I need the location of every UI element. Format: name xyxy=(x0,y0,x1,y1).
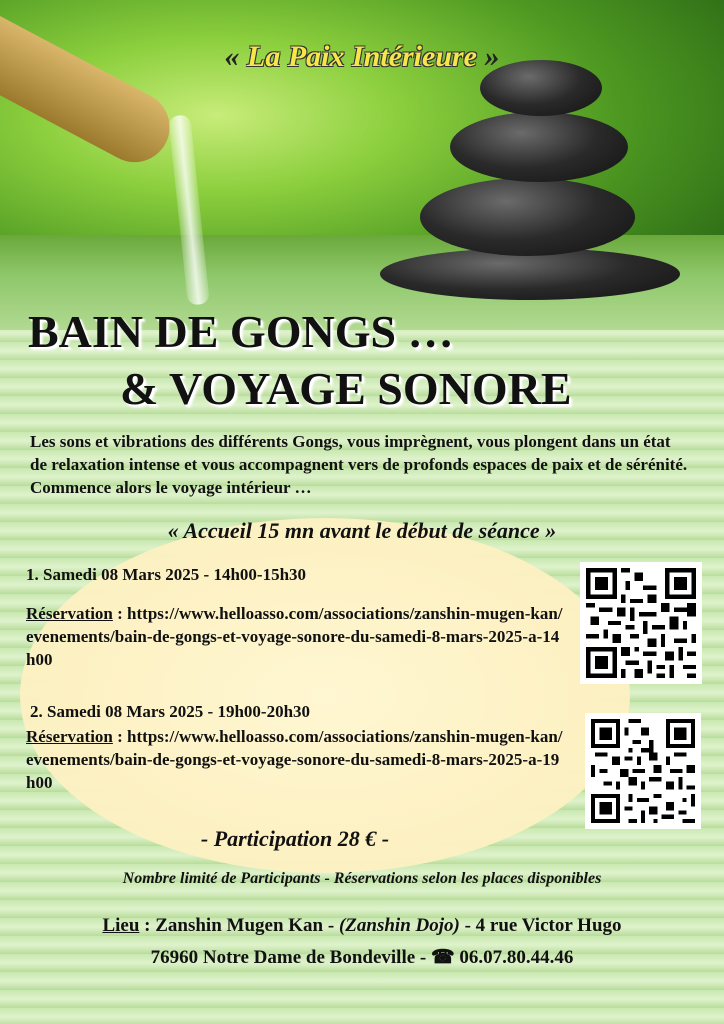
qr-code-1[interactable] xyxy=(580,562,702,684)
location-alt-name: (Zanshin Dojo) xyxy=(338,915,460,936)
stone-image xyxy=(420,178,635,256)
reservation-sep: : xyxy=(112,604,128,623)
bamboo-spout-image xyxy=(0,0,182,174)
reservation-link-1[interactable]: https://www.helloasso.com/associations/zanshin-mugen-kan/evenements/bain-de-gongs-et-voyage-sonore-du-samedi-8-mars-2025-a-14h00 xyxy=(26,604,563,669)
intro-text: Les sons et vibrations des différents Gongs, vous imprègnent, vous plongent dans un état de relaxation intense et vous accompagnent vers de profonds espaces de paix et de sérénité. Commence alors le voyage intérieur … xyxy=(30,432,688,497)
reservation-label: Réservation xyxy=(26,727,113,746)
quote-open: « xyxy=(224,40,240,73)
location-address: - 4 rue Victor Hugo xyxy=(459,915,622,936)
session-1-title: 1. Samedi 08 Mars 2025 - 14h00-15h30 xyxy=(26,565,307,584)
location-label: Lieu xyxy=(102,915,140,936)
header-title-text: La Paix Intérieure xyxy=(247,40,477,73)
session-2-title: 2. Samedi 08 Mars 2025 - 19h00-20h30 xyxy=(30,702,311,721)
reservation-label: Réservation xyxy=(26,604,113,623)
headline-line1: BAIN DE GONGS … xyxy=(28,306,454,357)
location-name: Zanshin Mugen Kan - xyxy=(155,915,339,936)
quote-close: » xyxy=(484,40,500,73)
location-block xyxy=(0,910,724,974)
location-sep: : xyxy=(139,915,156,936)
phone-number[interactable]: 06.07.80.44.46 xyxy=(454,947,574,968)
limit-text: Nombre limité de Participants - Réservations selon les places disponibles xyxy=(122,870,602,887)
headline-line2: & VOYAGE SONORE xyxy=(120,363,572,414)
reservation-link-2[interactable]: https://www.helloasso.com/associations/zanshin-mugen-kan/evenements/bain-de-gongs-et-voyage-sonore-du-samedi-8-mars-2025-a-19h00 xyxy=(26,727,563,792)
qr-code-icon xyxy=(586,568,696,678)
header-title xyxy=(0,40,724,74)
session-1-reservation xyxy=(26,602,566,671)
stone-image xyxy=(450,112,628,182)
accueil-text: « Accueil 15 mn avant le début de séance » xyxy=(167,518,557,543)
reservation-sep: : xyxy=(112,727,128,746)
location-city: 76960 Notre Dame de Bondeville - xyxy=(150,947,431,968)
phone-icon: ☎ xyxy=(430,947,455,968)
qr-code-icon xyxy=(591,719,695,823)
session-2-reservation xyxy=(26,725,566,794)
qr-code-2[interactable] xyxy=(585,713,701,829)
price-text: - Participation 28 € - xyxy=(200,826,390,851)
